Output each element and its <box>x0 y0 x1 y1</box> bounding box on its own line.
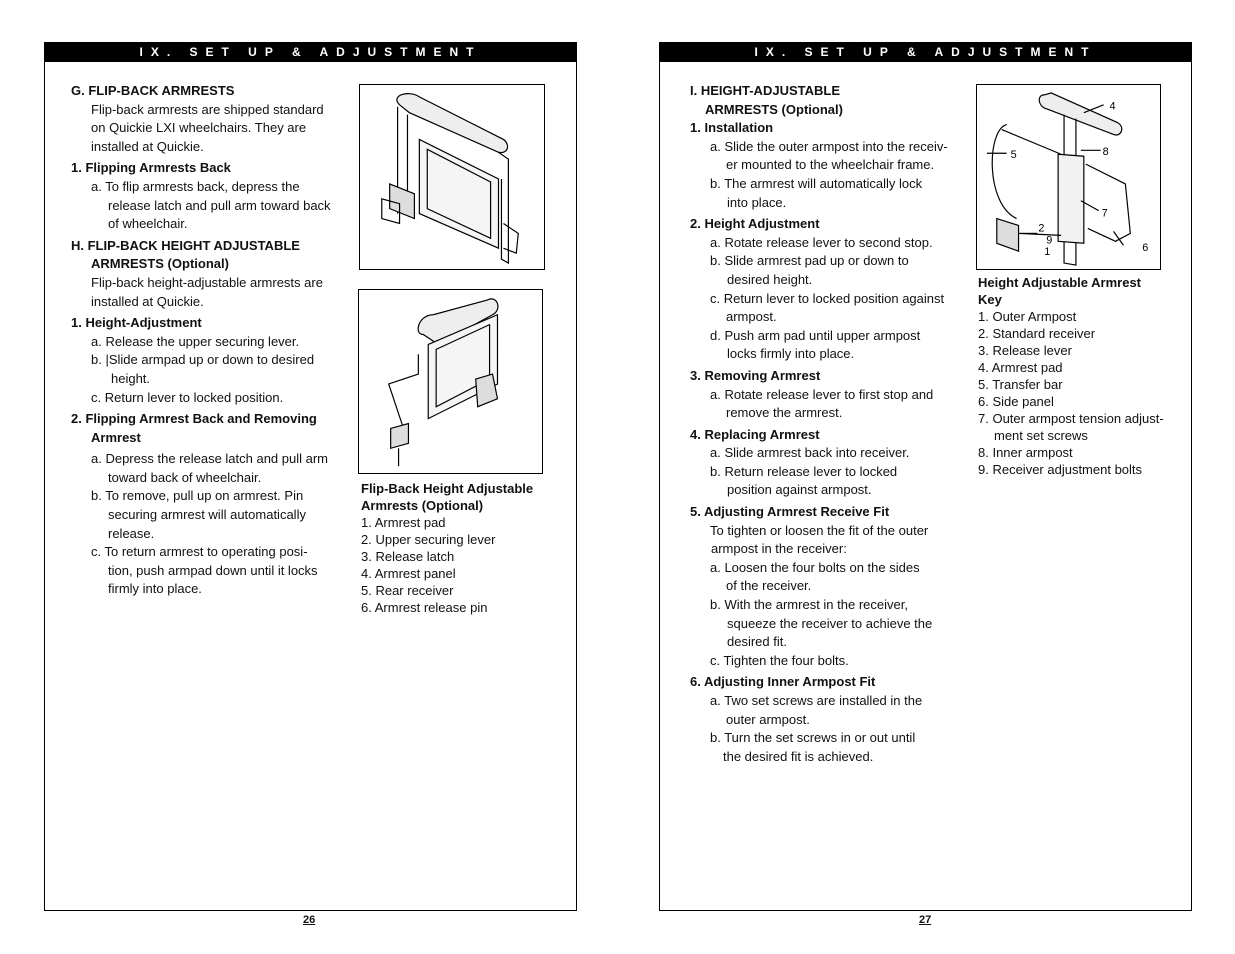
flip-back-height-adjustable-armrest-illustration <box>358 289 543 474</box>
key-item: 8. Inner armpost <box>978 445 1073 460</box>
callout-4: 4 <box>1109 100 1116 113</box>
right-text-column: I. HEIGHT-ADJUSTABLE ARMRESTS (Optional) 1. Installation a. Slide the outer armpost into the receiv- er mounted to the wheelchair frame. b. The armrest will automatically lock into place. 2. Height Adjustment a. Rotate release lever to second stop. b. Slide armrest pad up or down to desired height. c. Return lever to locked position against armpost. d. Push arm pad until upper armpost locks firmly into place. 3. Removing Armrest a. Rotate release lever to first stop and remove the armrest. 4. Replacing Armrest a. Slide armrest back into receiver. b. Return release lever to locked position against armpost. 5. Adjusting Armrest Receive Fit To tighten or loosen the fit of the outer armpost in the receiver: a. Loosen the four bolts on the sides of the receiver. b. With the armrest in the receiver, squeeze the receiver to achieve the desired fit. c. Tighten the four bolts. 6. Adjusting Inner Armpost Fit a. Two set screws are installed in the outer armpost. b. Turn the set screws in or out until the desired fit is achieved. <box>690 82 960 766</box>
height-adjustable-armrest-illustration <box>976 84 1161 270</box>
page-27 <box>659 42 1192 911</box>
page-number-left: 26 <box>303 914 316 926</box>
figure-legend-right: Height Adjustable Armrest Key 1. Outer Armpost 2. Standard receiver 3. Release lever 4. Armrest pad 5. Transfer bar 6. Side panel 7. Outer armpost tension adjust- ment set screws 8. Inner armpost 9. Receiver adjustment bolts <box>978 274 1188 478</box>
key-item: ment set screws <box>994 428 1088 443</box>
legend-item: 3. Release latch <box>361 549 455 564</box>
figure-legend-left: Flip-Back Height Adjustable Armrests (Optional) 1. Armrest pad 2. Upper securing lever 3. Release latch 4. Armrest panel 5. Rear receiver 6. Armrest release pin <box>361 480 571 616</box>
callout-6: 6 <box>1142 242 1149 255</box>
section-header: IX. SET UP & ADJUSTMENT <box>44 42 577 62</box>
page-number-right: 27 <box>919 914 932 926</box>
page-26 <box>44 42 577 911</box>
key-item: 3. Release lever <box>978 343 1072 358</box>
legend-item: 2. Upper securing lever <box>361 532 496 547</box>
section-i-title: I. HEIGHT-ADJUSTABLE <box>690 83 840 98</box>
legend-item: 1. Armrest pad <box>361 515 446 530</box>
legend-item: 5. Rear receiver <box>361 583 454 598</box>
section-g-title: G. FLIP-BACK ARMRESTS <box>71 83 235 98</box>
legend-item: 6. Armrest release pin <box>361 600 488 615</box>
key-item: 1. Outer Armpost <box>978 309 1077 324</box>
callout-5: 5 <box>1010 149 1017 162</box>
callout-9: 9 <box>1046 234 1053 247</box>
key-item: 5. Transfer bar <box>978 377 1063 392</box>
callout-1: 1 <box>1044 246 1051 259</box>
key-item: 4. Armrest pad <box>978 360 1063 375</box>
callout-2: 2 <box>1038 222 1045 235</box>
g1-title: 1. Flipping Armrests Back <box>71 160 231 176</box>
key-item: 7. Outer armpost tension adjust- <box>978 411 1164 426</box>
callout-8: 8 <box>1102 146 1109 159</box>
section-header: IX. SET UP & ADJUSTMENT <box>659 42 1192 62</box>
key-item: 6. Side panel <box>978 394 1054 409</box>
key-item: 9. Receiver adjustment bolts <box>978 462 1143 477</box>
left-text-column: G. FLIP-BACK ARMRESTS Flip-back armrests are shipped standard on Quickie LXI wheelchairs. They are installed at Quickie. 1. Flipping Armrests Back a. To flip armrests back, depress the release latch and pull arm toward back of wheelchair. H. FLIP-BACK HEIGHT ADJUSTABLE ARMRESTS (Optional) Flip-back height-adjustable armrests are installed at Quickie. 1. Height-Adjustment a. Release the upper securing lever. b. |Slide armpad up or down to desired height. c. Return lever to locked position. 2. Flipping Armrest Back and Removing Armrest a. Depress the release latch and pull arm toward back of wheelchair. b. To remove, pull up on armrest. Pin securing armrest will automatically release. c. To return armrest to operating posi- tion, push armpad down until it locks firmly into place. <box>71 82 346 599</box>
key-item: 2. Standard receiver <box>978 326 1096 341</box>
flip-back-armrest-illustration <box>359 84 545 270</box>
callout-7: 7 <box>1101 207 1108 220</box>
legend-item: 4. Armrest panel <box>361 566 456 581</box>
section-h-title: H. FLIP-BACK HEIGHT ADJUSTABLE <box>71 237 300 253</box>
